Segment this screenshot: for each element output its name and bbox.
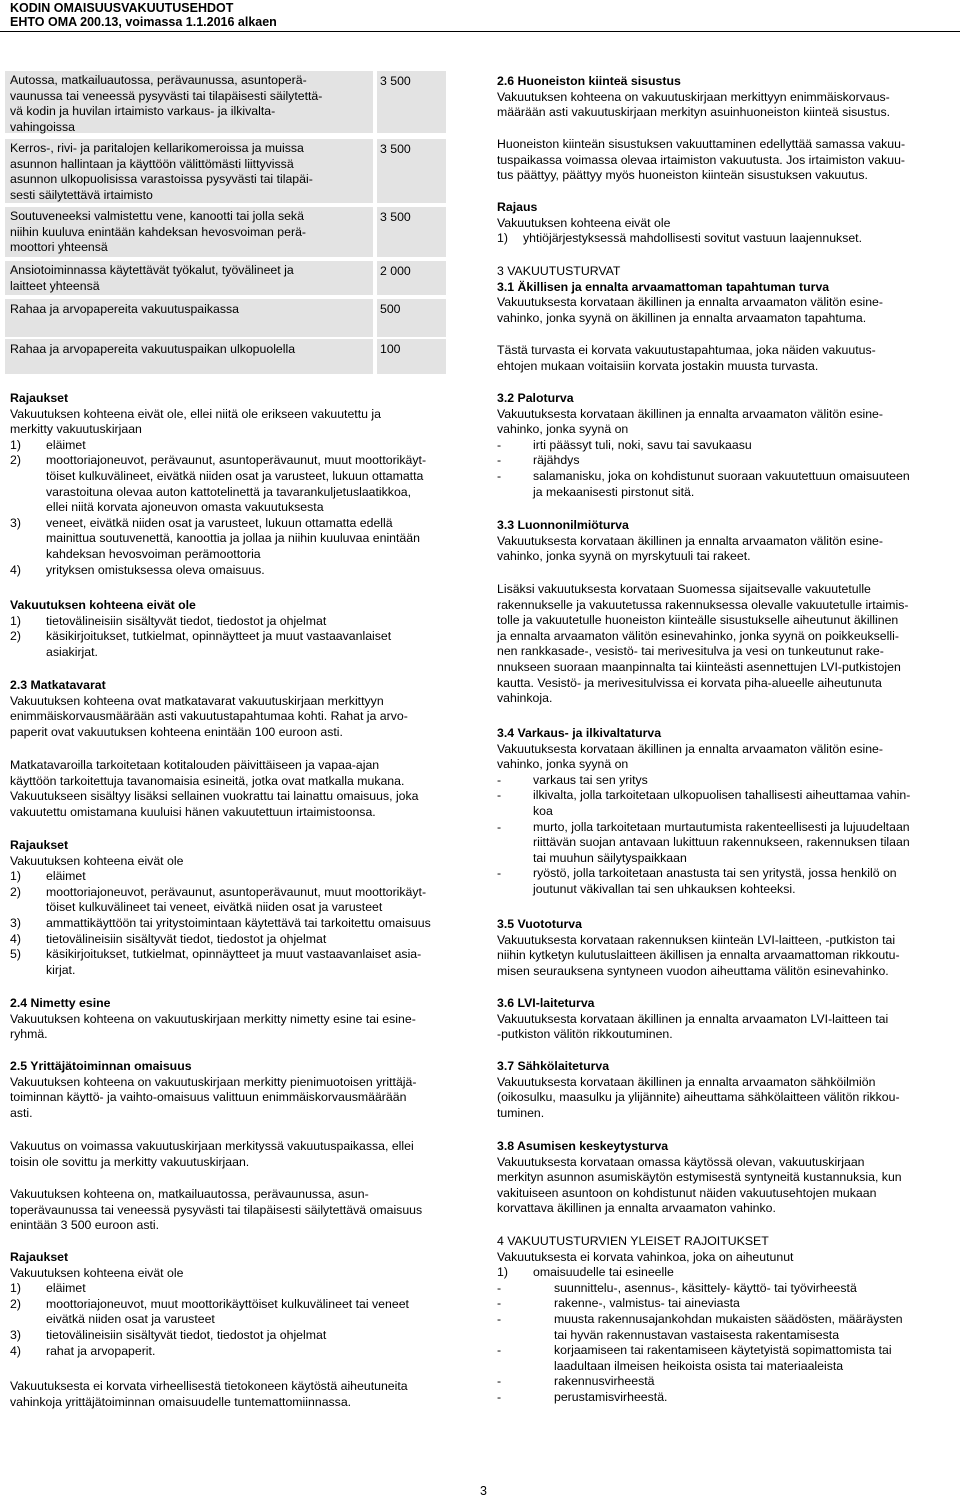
rajaukset-section: Rajaukset Vakuutuksen kohteena eivät ole 1) eläimet 2) moottoriajoneuvot, perävaunut, asuntoperävaunut, muut moottorikäyt- töiset kulkuvälineet tai veneet, eivätkä niiden osat ja varusteet 3) ammattikäyttöön tai yritystoimintaan käytettävä tai tarkoitettu omaisuus 4) tietovälineisiin sisältyvät tiedot, tiedostot ja ohjelmat 5) käsikirjoitukset, tutkielmat, opinnäytteet ja muut vastaavanlaiset asia- kirjat. [10, 838, 465, 978]
table-row-label: Autossa, matkailuautossa, perävaunussa, asuntoperä- vaunussa tai veneessä pysyvästi tai tilapäisesti säilytettä- vä kodin ja huvilan irtaimisto varkaus- ja ilkivalta- vahingoissa [5, 71, 373, 133]
section-heading: 3.3 Luonnonilmiöturva [497, 518, 629, 532]
list-item: - korjaamiseen tai rakentamiseen käytetyistä sopimattomista tai laadultaan ilmeisen heikoista osista tai materiaaleista [497, 1343, 892, 1373]
section-heading: 2.4 Nimetty esine [10, 996, 111, 1010]
table-row-value: 3 500 [377, 139, 446, 203]
list-item: - irti päässyt tuli, noki, savu tai savukaasu [497, 437, 752, 452]
list-item: 2) käsikirjoitukset, tutkielmat, opinnäytteet ja muut vastaavanlaiset asiakirjat. [10, 629, 392, 659]
list-item: - ilkivalta, jolla tarkoitetaan ulkopuolisen tahallisesti aiheuttamaa vahin- koa [497, 788, 911, 818]
document-title: KODIN OMAISUUSVAKUUTUSEHDOT [10, 1, 234, 15]
palo-section: 3.2 Paloturva Vakuutuksesta korvataan äkillinen ja ennalta arvaamaton välitön esine- vahinko, jonka syynä on - irti päässyt tuli, noki, savu tai savukaasu - räjähdys - salamanisku, joka on kohdistunut suoraan vakuutettuun omaisuuteen ja mekaanisesti pirstonut sitä. [497, 391, 952, 500]
table-row-label: Soutuveneeksi valmistettu vene, kanootti tai jolla sekä niihin kuuluva enintään kahdeksan hevosvoiman perä- moottori yhteensä [5, 207, 373, 257]
list-item: 5) käsikirjoitukset, tutkielmat, opinnäytteet ja muut vastaavanlaiset asia- kirjat. [10, 947, 422, 977]
document-header [10, 1, 277, 29]
section-heading: 3.8 Asumisen keskeytysturva [497, 1139, 669, 1153]
kiintea-paragraph: Huoneiston kiinteän sisustuksen vakuuttaminen edellyttää samassa vakuu- tuspaikassa voimassa olevaa irtaimiston vakuutusta. Jos irtaimiston vakuu- tus päättyy, päättyy myös huoneiston kiinteän sisustuksen vakuutus. [497, 137, 906, 183]
list-item: 1) eläimet [10, 1281, 86, 1296]
list-item: 1) eläimet [10, 869, 86, 884]
list-item: 3) veneet, eivätkä niiden osat ja varusteet, lukuun ottamatta edellä mainittua soutuvenettä, kanoottia ja jollaa ja niihin kuuluvaa enintään kahdeksan hevosvoiman perämoottoria [10, 515, 420, 561]
closing-paragraph: Vakuutuksesta ei korvata virheellisestä tietokoneen käytöstä aiheutuneita vahinkoja yrittäjätoiminnan omaisuudelle tuntemattomiinnassa. [10, 1379, 408, 1409]
section-heading: 3.6 LVI-laiteturva [497, 996, 595, 1010]
excluded-section [10, 598, 465, 660]
list-item: - salamanisku, joka on kohdistunut suoraan vakuutettuun omaisuuteen ja mekaanisesti pirstonut sitä. [497, 468, 910, 499]
list-item: - murto, jolla tarkoitetaan murtautumista rakenteellisesti ja lujuudeltaan riittävän suojan antavaan lukittuun rakennukseen, rakennuksen tilaan tai muuhun säilytyspaikkaan [497, 819, 910, 865]
list-item: - ryöstö, jolla tarkoitetaan anastusta tai sen yritystä, jossa henkilö on joutunut väkivallan tai sen uhkauksen kohteeksi. [497, 866, 897, 896]
header-rule [0, 31, 960, 32]
table-row-value: 100 [377, 339, 446, 374]
list-item: 3) tietovälineisiin sisältyvät tiedot, tiedostot ja ohjelmat [10, 1327, 327, 1342]
table-row-value: 500 [377, 299, 446, 337]
matkatavarat-section: 2.3 Matkatavarat Vakuutuksen kohteena ovat matkatavarat vakuutuskirjaan merkittyyn enimmäiskorvausmäärään asti vakuutustapahtumaa kohti. Rahat ja arvo- paperit ovat vakuutuksen kohteena enintään 100 euroon asti. [10, 678, 465, 740]
list-item: 4) tietovälineisiin sisältyvät tiedot, tiedostot ja ohjelmat [10, 931, 327, 946]
varkaus-section: 3.4 Varkaus- ja ilkivaltaturva Vakuutuksesta korvataan äkillinen ja ennalta arvaamaton välitön esine- vahinko, jonka syynä on - varkaus tai sen yritys - ilkivalta, jolla tarkoitetaan ulkopuolisen tahallisesti aiheuttamaa vahin- koa - murto, jolla tarkoitetaan murtautumista rakenteellisesti ja lujuudeltaan riittävän suojan antavaan lukittuun rakennukseen, rakennuksen tilaan tai muuhun säilytyspaikkaan - ryöstö, jolla tarkoitetaan anastusta tai sen yritystä, jossa henkilö on joutunut väkivallan tai sen uhkauksen kohteeksi. [497, 726, 952, 898]
list-item: - rakenne-, valmistus- tai aineviasta [497, 1296, 740, 1311]
yrittaja-paragraph: Vakuutus on voimassa vakuutuskirjaan merkityssä vakuutuspaikassa, ellei toisin ole sovittu ja merkitty vakuutuskirjaan. [10, 1139, 414, 1169]
matkatavarat-paragraph: Matkatavaroilla tarkoitetaan kotitalouden päivittäiseen ja vapaa-ajan käyttöön tarkoitettuja tavanomaisia esineitä, jotka ovat matkalla mukana. Vakuutukseen sisältyy lisäksi sellainen vuokrattu tai lainattu omaisuus, joka vakuutettu omistamana kuuluisi hänen vakuutettuun irtaimistoonsa. [10, 758, 419, 819]
rajaukset-section: Rajaukset Vakuutuksen kohteena eivät ole, ellei niitä ole erikseen vakuutettu ja merkitty vakuutuskirjaan 1) eläimet 2) moottoriajoneuvot, perävaunut, asuntoperävaunut, muut moottorikäyt- töiset kulkuvälineet, eivätkä niiden osat ja varusteet, lukuun ottamatta varastoituna olevaa auton kattotelinettä ja tavarankuljetuslaatikkoa, ellei niitä korvata ajoneuvon omasta vakuutuksesta 3) veneet, eivätkä niiden osat ja varusteet, lukuun ottamatta edellä mainittua soutuvenettä, kanoottia ja jollaa ja niihin kuuluvaa enintään kahdeksan hevosvoiman perämoottoria 4) yrityksen omistuksessa oleva omaisuus. [10, 391, 465, 578]
section-heading: Rajaukset [10, 838, 69, 852]
lvi-section: 3.6 LVI-laiteturva Vakuutuksesta korvataan äkillinen ja ennalta arvaamaton LVI-laitteen tai -putkiston välitön rikkoutuminen. [497, 996, 952, 1043]
section-heading: 3.2 Paloturva [497, 391, 574, 405]
table-row-label: Ansiotoiminnassa käytettävät työkalut, työvälineet ja laitteet yhteensä [5, 261, 373, 295]
table-row-value: 2 000 [377, 261, 446, 295]
section-heading: Vakuutuksen kohteena eivät ole [10, 598, 196, 612]
section-heading: 3.5 Vuototurva [497, 917, 582, 931]
section-heading: Rajaukset [10, 391, 69, 405]
asuminen-section: 3.8 Asumisen keskeytysturva Vakuutuksesta korvataan omassa käytössä olevan, vakuutuskirjaan merkityn asunnon asumiskäytön estymisestä syntyneitä kustannuksia, kun vakituiseen asuntoon on kohdistunut näiden vakuutusehtojen mukaan korvattava äkillinen ja ennalta arvaamaton vahinko. [497, 1139, 952, 1217]
section-heading: 3.7 Sähkölaiteturva [497, 1059, 610, 1073]
vuoto-section: 3.5 Vuototurva Vakuutuksesta korvataan rakennuksen kiinteän LVI-laitteen, -putkiston tai niihin kytketyn kulutuslaitteen äkillisen ja ennalta arvaamattoman rikkoutu- misen seurauksena syntyneen vuodon aiheuttama välitön esinevahinko. [497, 917, 952, 979]
section-heading: Rajaus [497, 200, 538, 214]
sahko-section: 3.7 Sähkölaiteturva Vakuutuksesta korvataan äkillinen ja ennalta arvaamaton sähköilmiön (oikosulku, maasulku ja ylijännite) aiheuttama sähkölaitteen välitön rikkou- tuminen. [497, 1059, 952, 1121]
list-item: 4) yrityksen omistuksessa oleva omaisuus. [10, 562, 265, 577]
rajaus-section: Rajaus Vakuutuksen kohteena eivät ole 1) yhtiöjärjestyksessä mahdollisesti sovitut vastuun laajennukset. [497, 200, 952, 247]
list-item: - varkaus tai sen yritys [497, 772, 648, 787]
table-row-label: Rahaa ja arvopapereita vakuutuspaikassa [5, 299, 373, 337]
list-item: 2) moottoriajoneuvot, perävaunut, asuntoperävaunut, muut moottorikäyt- töiset kulkuvälineet tai veneet, eivätkä niiden osat ja varusteet [10, 884, 427, 915]
list-item: 1) omaisuudelle tai esineelle [497, 1265, 674, 1280]
list-item: 1) eläimet [10, 437, 86, 452]
table-row-value: 3 500 [377, 71, 446, 133]
list-item: - muusta rakennusajankohdan mukaisten säädösten, määräysten tai hyvän rakennustavan vastaisesta rakentamisesta [497, 1311, 903, 1342]
list-item: 1) tietovälineisiin sisältyvät tiedot, tiedostot ja ohjelmat [10, 613, 327, 628]
section-heading: 3.1 Äkillisen ja ennalta arvaamattoman tapahtuman turva [497, 279, 830, 294]
rajoitukset-section: 4 VAKUUTUSTURVIEN YLEISET RAJOITUKSET Vakuutuksesta ei korvata vahinkoa, joka on aiheutunut 1) omaisuudelle tai esineelle - suunnittelu-, asennus-, käsittely- käyttö- tai työvirheestä - rakenne-, valmistus- tai aineviasta - muusta rakennusajankohdan mukaisten säädösten, määräysten tai hyvän rakennustavan vastaisesta rakentamisesta - korjaamiseen tai rakentamiseen käytetyistä sopimattomista tai laadultaan ilmeisen heikoista osista tai materiaaleista - rakennusvirheestä - perustamisvirheestä. [497, 1234, 952, 1406]
luonnon-paragraph: Lisäksi vakuutuksesta korvataan Suomessa sijaitsevalle vakuutetulle rakennukselle ja vakuutetussa rakennuksessa olevalle vakuutetulle irtaimis- tolle ja vakuutetulle huoneiston kiinteälle sisustukselle aiheutunut äkillinen ja ennalta arvaamaton välitön esinevahinko, jonka syynä on poikkeukselli- nen rankkasade-, vesistö- tai merivesitulva ja vesi on tunkeutunut rake- nnukseen suoraan maanpinnalta tai kiinteästi asennettujen LVI-putkistojen kautta. Vesistö- ja merivesitulvissa ei korvata piha-alueelle aiheutunuta vahinkoja. [497, 582, 909, 706]
chapter-heading: 3 VAKUUTUSTURVAT [497, 264, 621, 278]
list-item: 2) moottoriajoneuvot, perävaunut, asuntoperävaunut, muut moottorikäyt- töiset kulkuvälineet, eivätkä niiden osat ja varusteet, lukuun ottamatta varastoituna olevaa auton kattotelinettä ja tavarankuljetuslaatikkoa, ellei niitä korvata ajoneuvon omasta vakuutuksesta [10, 453, 427, 515]
section-heading: Rajaukset [10, 1250, 69, 1264]
yrittaja-section: 2.5 Yrittäjätoiminnan omaisuus Vakuutuksen kohteena on vakuutuskirjaan merkitty pienimuotoisen yrittäjä- toiminnan käyttö- ja vaihto-omaisuus valittuun enimmäiskorvausmäärään asti. [10, 1059, 465, 1121]
section-heading: 2.6 Huoneiston kiinteä sisustus [497, 74, 681, 88]
table-row-label: Rahaa ja arvopapereita vakuutuspaikan ulkopuolella [5, 339, 373, 374]
nimetty-section: 2.4 Nimetty esine Vakuutuksen kohteena on vakuutuskirjaan merkitty nimetty esine tai esine- ryhmä. [10, 996, 465, 1043]
document-version: EHTO OMA 200.13, voimassa 1.1.2016 alkaen [10, 15, 277, 29]
list-item: - perustamisvirheestä. [497, 1389, 668, 1404]
table-row-label: Kerros-, rivi- ja paritalojen kellarikomeroissa ja muissa asunnon hallintaan ja käyttöön välittömästi liittyvissä asunnon ulkopuolisissa varastoissa pysyvästi tai tilapäi- sesti säilytettävä irtaimisto [5, 139, 373, 203]
table-row-value: 3 500 [377, 207, 446, 257]
vakuutusturvat-paragraph: Tästä turvasta ei korvata vakuutustapahtumaa, joka näiden vakuutus- ehtojen mukaan voitaisiin korvata jostakin muusta turvasta. [497, 343, 876, 373]
list-item: - suunnittelu-, asennus-, käsittely- käyttö- tai työvirheestä [497, 1280, 857, 1295]
list-item: 3) ammattikäyttöön tai yritystoimintaan käytettävä tai tarkoitettu omaisuus [10, 915, 431, 930]
list-item: - räjähdys [497, 453, 580, 468]
section-heading: 3.4 Varkaus- ja ilkivaltaturva [497, 726, 662, 740]
section-heading: 2.5 Yrittäjätoiminnan omaisuus [10, 1059, 192, 1073]
yrittaja-paragraph: Vakuutuksen kohteena on, matkailuautossa, perävaunussa, asun- toperävaunussa tai veneessä pysyvästi tai tilapäisesti säilytettävä omaisuus enintään 3 500 euroon asti. [10, 1187, 423, 1233]
page-number: 3 [480, 1484, 487, 1498]
list-item: 4) rahat ja arvopaperit. [10, 1343, 156, 1358]
kiintea-section: 2.6 Huoneiston kiinteä sisustus Vakuutuksen kohteena on vakuutuskirjaan merkittyyn enimmäiskorvaus- määrään asti vakuutuskirjaan merkityn asuinhuoneiston kiinteä sisustus. [497, 74, 952, 121]
rajaukset-section: Rajaukset Vakuutuksen kohteena eivät ole 1) eläimet 2) moottoriajoneuvot, muut moottorikäyttöiset kulkuvälineet tai veneet eivätkä niiden osat ja varusteet 3) tietovälineisiin sisältyvät tiedot, tiedostot ja ohjelmat 4) rahat ja arvopaperit. [10, 1250, 465, 1359]
luonnon-section: 3.3 Luonnonilmiöturva Vakuutuksesta korvataan äkillinen ja ennalta arvaamaton välitön esine- vahinko, jonka syynä on myrskytuuli tai rakeet. [497, 518, 952, 565]
list-item: 1) yhtiöjärjestyksessä mahdollisesti sovitut vastuun laajennukset. [497, 231, 863, 246]
chapter-heading: 4 VAKUUTUSTURVIEN YLEISET RAJOITUKSET [497, 1234, 769, 1248]
list-item: - rakennusvirheestä [497, 1374, 655, 1389]
list-item: 2) moottoriajoneuvot, muut moottorikäyttöiset kulkuvälineet tai veneet eivätkä niiden osat ja varusteet [10, 1296, 409, 1327]
vakuutusturvat-section: 3 VAKUUTUSTURVAT 3.1 Äkillisen ja ennalta arvaamattoman tapahtuman turva Vakuutuksesta korvataan äkillinen ja ennalta arvaamaton välitön esine- vahinko, jonka syynä on äkillinen ja ennalta arvaamaton tapahtuma. [497, 264, 952, 326]
section-heading: 2.3 Matkatavarat [10, 678, 106, 692]
